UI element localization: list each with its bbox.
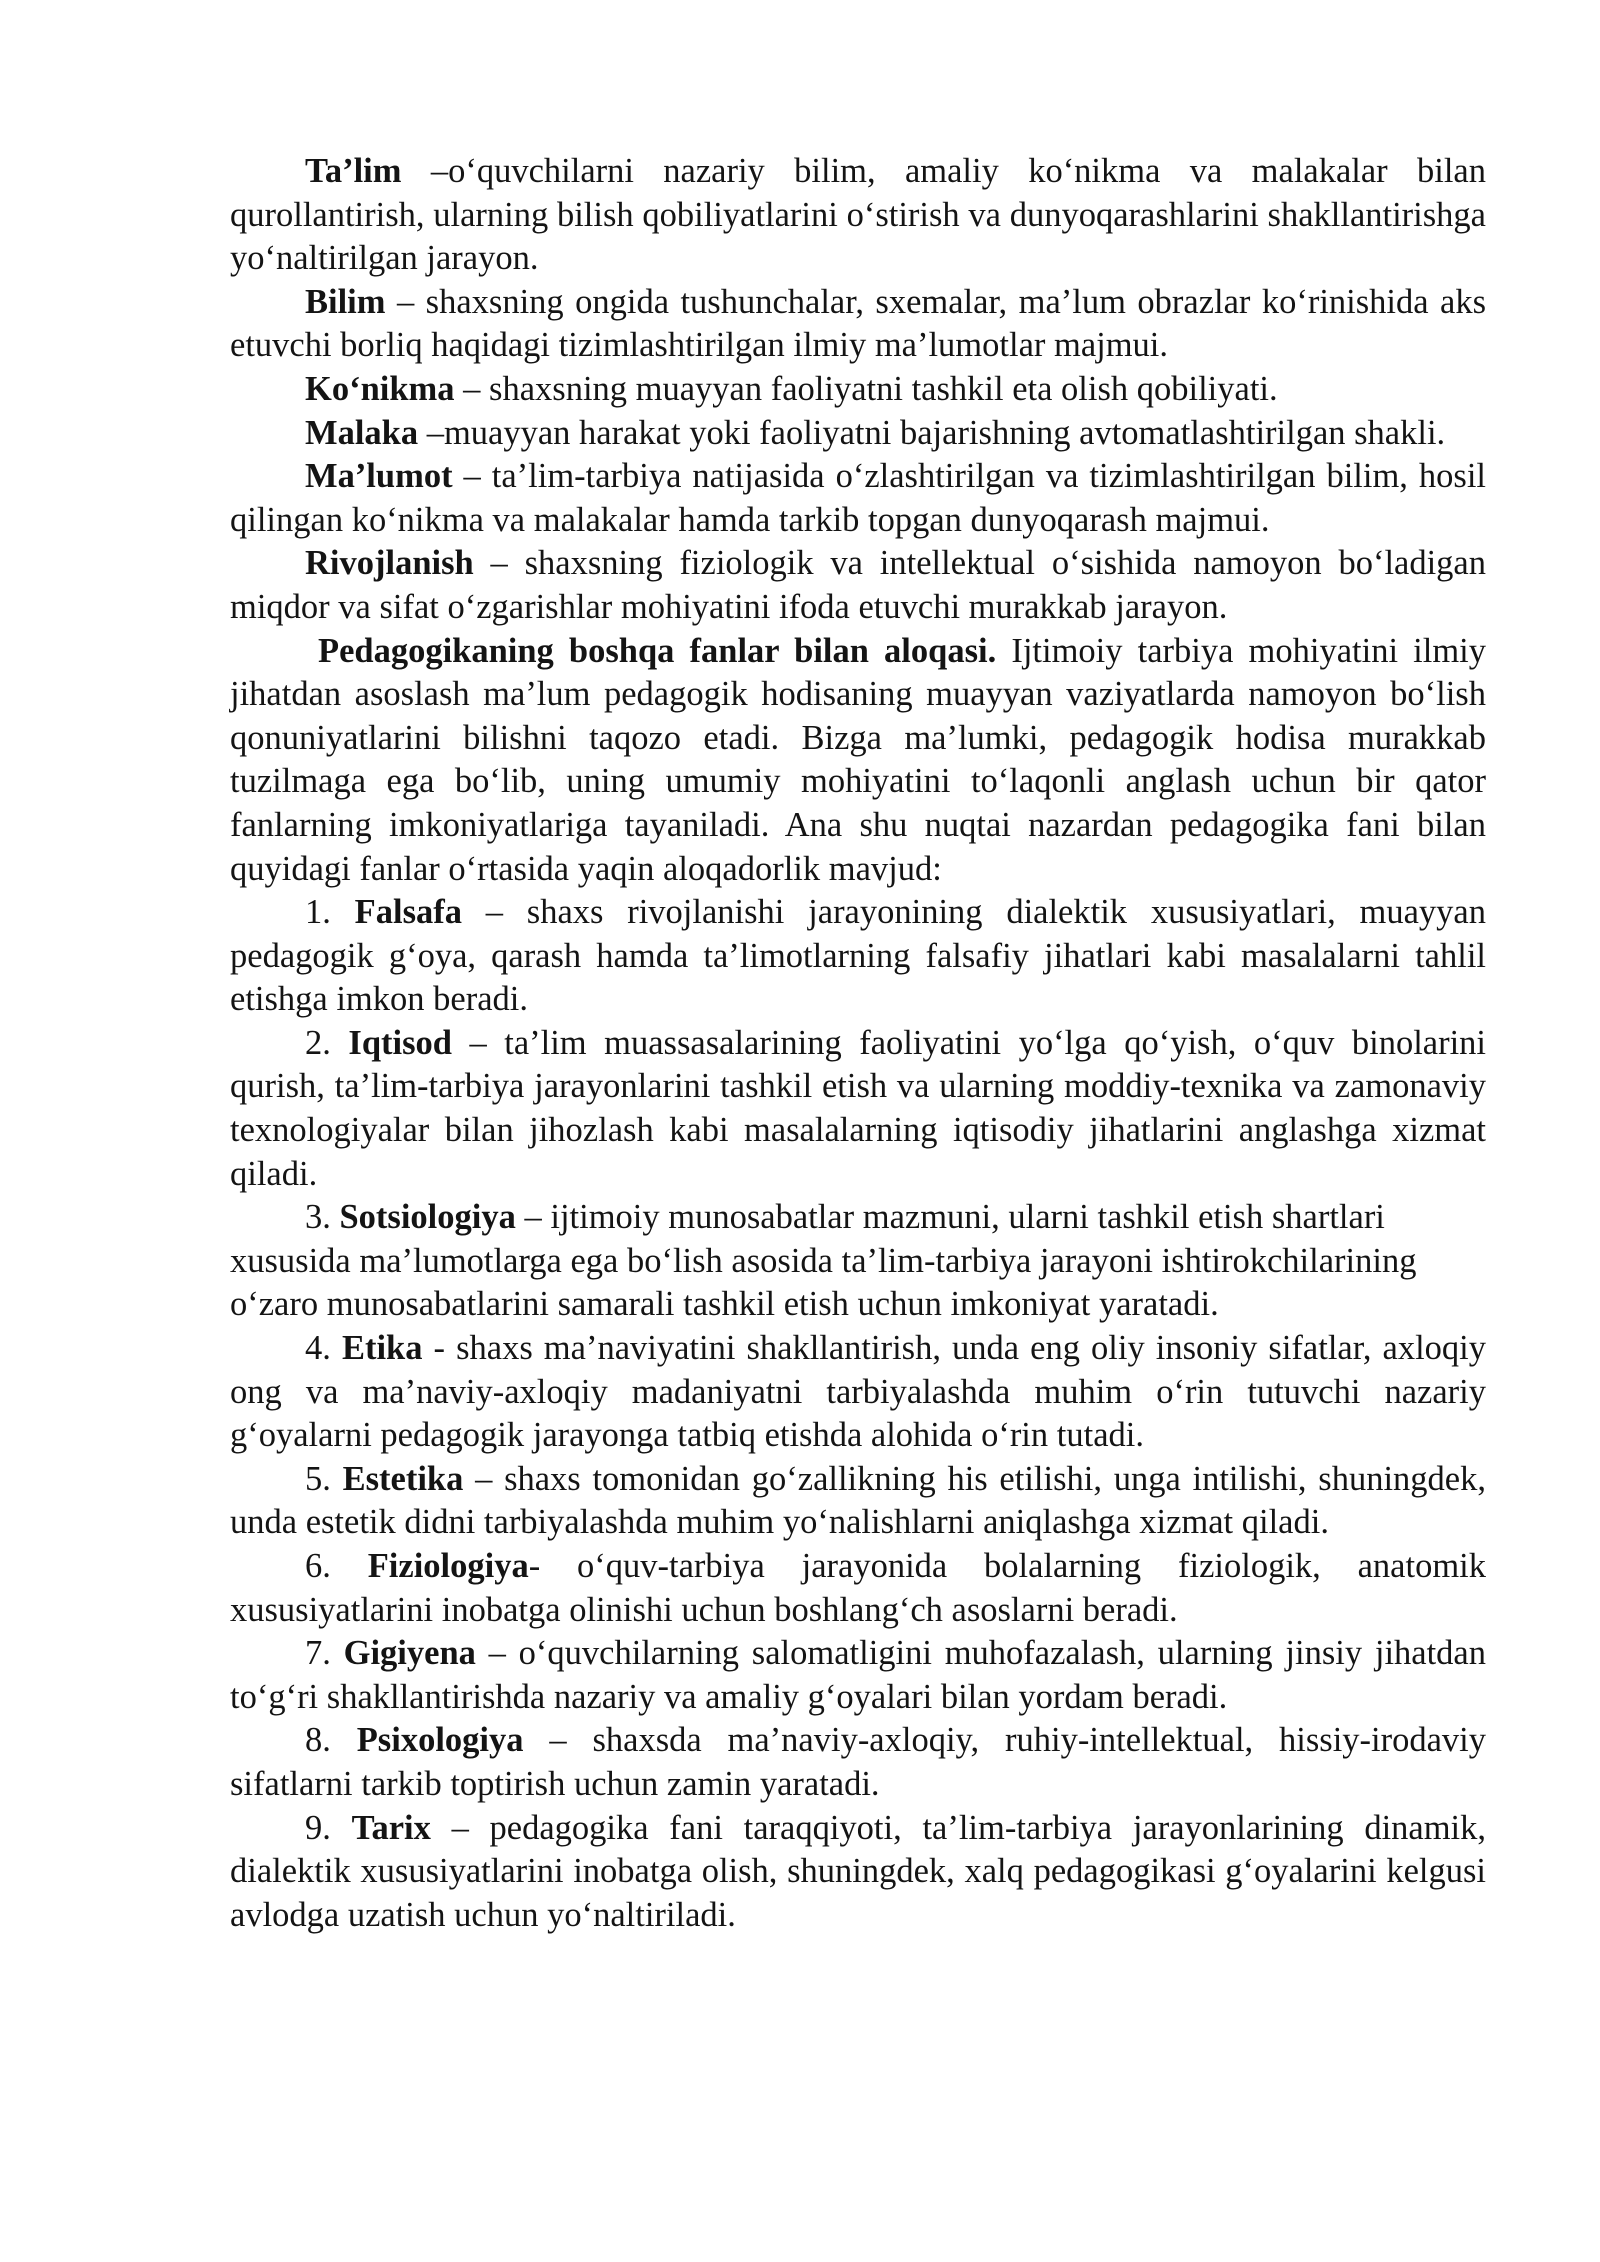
term-label: Gigiyena [343,1634,476,1673]
term-label: Etika [341,1329,423,1368]
list-text: – shaxs rivojlanishi jarayonining dialektik xususiyatlari, muayyan pedagogik g‘oya, qarash hamda ta’limotlarning falsafiy jihatlari kabi masalalarni tahlil etishga imkon beradi. [230,893,1486,1019]
definition-talim [230,150,1486,281]
term-label: Tarix [351,1808,431,1847]
definition-konikma [230,368,1486,412]
list-item-fiziologiya [230,1545,1486,1632]
list-text: - o‘quv-tarbiya jarayonida bolalarning fiziologik, anatomik xususiyatlarini inobatga olinishi uchun boshlang‘ch asoslarni beradi. [230,1547,1486,1629]
list-item-sotsiologiya [230,1196,1486,1327]
list-item-gigiyena [230,1632,1486,1719]
list-item-estetika [230,1458,1486,1545]
list-number: 7. [305,1634,344,1673]
list-item-falsafa [230,891,1486,1022]
section-text: Ijtimoiy tarbiya mohiyatini ilmiy jihatdan asoslash ma’lum pedagogik hodisaning muayyan vaziyatlarda namoyon bo‘lish qonuniyatlarini bilishni taqozo etadi. Bizga ma’lumki, pedagogik hodisa murakkab tuzilmaga ega bo‘lib, uning umumiy mohiyatini to‘laqonli anglash uchun bir qator fanlarning imkoniyatlariga tayaniladi. Ana shu nuqtai nazardan pedagogika fani bilan quyidagi fanlar o‘rtasida yaqin aloqadorlik mavjud: [230,631,1487,888]
list-text: – ta’lim muassasalarining faoliyatini yo‘lga qo‘yish, o‘quv binolarini qurish, ta’lim-tarbiya jarayonlarini tashkil etish va ularning moddiy-texnika va zamonaviy texnologiyalar bilan jihozlash kabi masalalarning iqtisodiy jihatlarini anglashga xizmat qiladi. [230,1023,1486,1193]
list-text: – pedagogika fani taraqqiyoti, ta’lim-tarbiya jarayonlarining dinamik, dialektik xususiyatlarini inobatga olish, shuningdek, xalq pedagogikasi g‘oyalarini kelgusi avlodga uzatish uchun yo‘naltiriladi. [230,1808,1487,1934]
section-heading: Pedagogikaning boshqa fanlar bilan aloqasi. [318,631,997,670]
definition-text: – shaxsning fiziologik va intellektual o‘sishida namoyon bo‘ladigan miqdor va sifat o‘zgarishlar mohiyatini ifoda etuvchi murakkab jarayon. [230,544,1486,626]
list-number: 8. [305,1721,357,1760]
list-item-etika [230,1327,1486,1458]
definition-text: – ta’lim-tarbiya natijasida o‘zlashtirilgan va tizimlashtirilgan bilim, hosil qilingan ko‘nikma va malakalar hamda tarkib topgan dunyoqarash majmui. [230,457,1486,539]
list-number: 6. [305,1547,368,1585]
term-label: Bilim [305,282,386,321]
definition-text: – shaxsning muayyan faoliyatni tashkil eta olish qobiliyati. [454,369,1278,408]
term-label: Fiziologiya [367,1547,529,1585]
definition-bilim [230,281,1486,368]
list-text: – o‘quvchilarning salomatligini muhofazalash, ularning jinsiy jihatdan to‘g‘ri shakllantirishda nazariy va amaliy g‘oyalari bilan yordam beradi. [230,1634,1486,1716]
definition-text: –muayyan harakat yoki faoliyatni bajarishning avtomatlashtirilgan shakli. [418,413,1446,452]
term-label: Sotsiologiya [339,1198,516,1237]
term-label: Iqtisod [348,1023,452,1062]
term-label: Malaka [305,413,419,452]
list-text: – shaxsda ma’naviy-axloqiy, ruhiy-intellektual, hissiy-irodaviy sifatlarni tarkib toptirish uchun zamin yaratadi. [230,1721,1486,1803]
list-number: 3. [305,1198,340,1237]
list-item-iqtisod [230,1022,1486,1196]
term-label: Psixologiya [356,1721,524,1760]
list-number: 4. [305,1329,342,1368]
term-label: Ma’lumot [305,457,453,496]
list-item-psixologiya [230,1719,1486,1806]
definition-rivojlanish [230,542,1486,629]
term-label: Ta’lim [305,152,402,190]
definition-malaka [230,412,1486,456]
list-number: 1. [305,893,355,932]
definition-text: –o‘quvchilarni nazariy bilim, amaliy ko‘nikma va malakalar bilan qurollantirish, ularning bilish qobiliyatlarini o‘stirish va dunyoqarashlarini shakllantirishga yo‘naltirilgan jarayon. [230,152,1486,278]
term-label: Estetika [342,1459,464,1498]
definition-malumot [230,455,1486,542]
list-number: 2. [305,1023,349,1062]
list-item-tarix [230,1807,1486,1938]
document-page [230,150,1486,1937]
list-number: 5. [305,1459,343,1498]
definition-text: – shaxsning ongida tushunchalar, sxemalar, ma’lum obrazlar ko‘rinishida aks etuvchi borliq haqidagi tizimlashtirilgan ilmiy ma’lumotlar majmui. [230,282,1486,365]
list-number: 9. [305,1808,352,1847]
term-label: Ko‘nikma [305,369,455,408]
term-label: Rivojlanish [305,544,474,583]
section-relations [230,630,1486,892]
list-text: – shaxs tomonidan go‘zallikning his etilishi, unga intilishi, shuningdek, unda estetik didni tarbiyalashda muhim yo‘nalishlarni aniqlashga xizmat qiladi. [230,1459,1486,1542]
term-label: Falsafa [354,893,462,932]
list-text: - shaxs ma’naviyatini shakllantirish, unda eng oliy insoniy sifatlar, axloqiy ong va ma’naviy-axloqiy madaniyatni tarbiyalashda muhim o‘rin tutuvchi nazariy g‘oyalarni pedagogik jarayonga tatbiq etishda alohida o‘rin tutadi. [230,1329,1486,1455]
list-text: – ijtimoiy munosabatlar mazmuni, ularni tashkil etish shartlari xususida ma’lumotlarga ega bo‘lish asosida ta’lim-tarbiya jarayoni ishtirokchilarining o‘zaro munosabatlarini samarali tashkil etish uchun imkoniyat yaratadi. [230,1198,1417,1324]
